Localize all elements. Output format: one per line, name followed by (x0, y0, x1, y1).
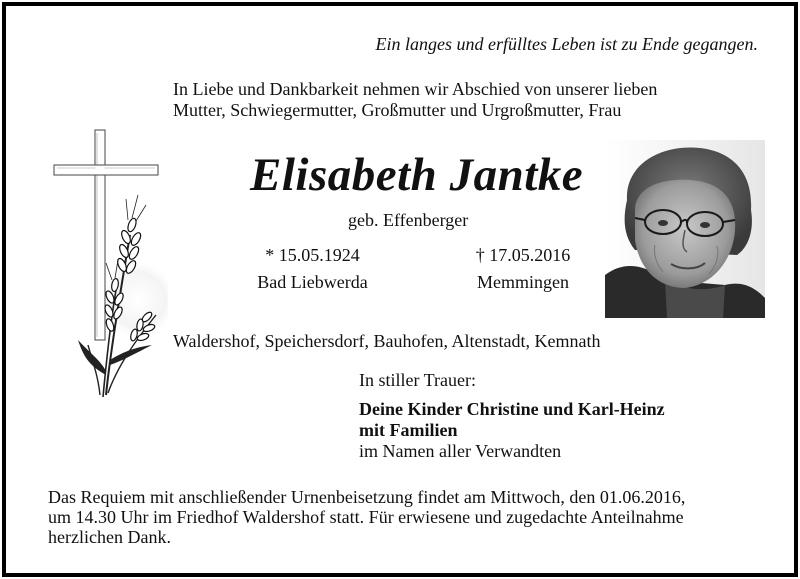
mourners-heading: In stiller Trauer: (359, 370, 476, 390)
places-line: Waldershof, Speichersdorf, Bauhofen, Altenstadt, Kemnath (173, 331, 601, 351)
intro-text (173, 79, 657, 121)
requiem-line: um 14.30 Uhr im Friedhof Waldershof statt. Für erwiesene und zugedachte Anteilnahme (48, 507, 684, 527)
requiem-line: herzlichen Dank. (48, 527, 171, 547)
requiem-notice (48, 487, 685, 547)
deceased-name: Elisabeth Jantke (250, 149, 584, 201)
birth-place: Bad Liebwerda (257, 272, 368, 292)
mourners-line: im Namen aller Verwandten (359, 441, 562, 461)
birth-date: * 15.05.1924 (265, 245, 360, 265)
intro-line: In Liebe und Dankbarkeit nehmen wir Abschied von unserer lieben (173, 79, 658, 99)
death-date: † 17.05.2016 (475, 245, 571, 265)
requiem-line: Das Requiem mit anschließender Urnenbeisetzung findet am Mittwoch, den 01.06.2016, (48, 487, 686, 507)
intro-line: Mutter, Schwiegermutter, Großmutter und Urgroßmutter, Frau (173, 100, 622, 120)
death-block (453, 242, 593, 296)
birth-block (240, 242, 385, 296)
mourners-line: mit Familien (359, 420, 458, 440)
mourners-block (359, 370, 665, 462)
motto: Ein langes und erfülltes Leben ist zu Ende gegangen. (375, 34, 758, 54)
portrait-photo (605, 140, 765, 318)
death-place: Memmingen (477, 272, 569, 292)
mourners-line: Deine Kinder Christine und Karl-Heinz (359, 399, 665, 419)
birth-name: geb. Effenberger (348, 210, 469, 230)
cross-with-wheat-icon (48, 125, 168, 405)
